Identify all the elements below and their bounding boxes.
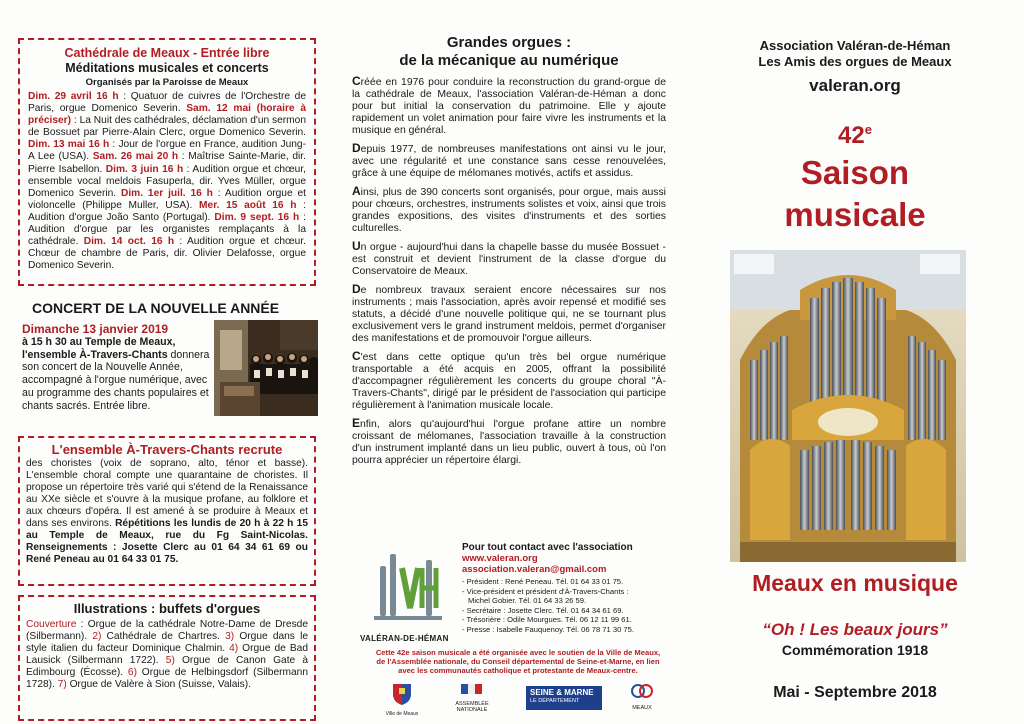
illus-label: 3) (225, 631, 235, 643)
choir-text (26, 458, 308, 566)
an-label-2: NATIONALE (456, 707, 488, 713)
sm-label-1: SEINE & MARNE (530, 688, 594, 697)
middle-column (352, 34, 666, 467)
contact-list (462, 577, 668, 635)
paragraph-text: n orgue - aujourd'hui dans la chapelle basse du musée Bossuet - est construit et devient l'instrument de la classe d'orgue du Conservatoire de Meaux. (352, 242, 666, 277)
agglo-icon (630, 682, 654, 700)
cathedrale-box (18, 38, 316, 286)
contact-item: - Trésorière : Odile Mourgues. Tél. 06 12 11 99 61. (462, 615, 632, 625)
event-text: : Audition d'orgue par les organistes remplaçants à la cathédrale. (28, 211, 306, 248)
paragraph-text: e nombreux travaux seraient encore nécessaires sur nos instruments ; mais l'association, après avoir repensé et modifié ses statuts, a décidé d'une nouvelle politique qui, ne se tournant plus exclusivement vers le grand instrument meldois, permet d'organiser des manifestations et de promouvoir l'orgue ailleurs. (352, 285, 666, 344)
illus-label: 4) (229, 643, 239, 655)
flag-columns-icon (459, 682, 485, 696)
history-paragraph (352, 75, 666, 137)
cathedrale-subtitle: Méditations musicales et concerts (65, 61, 269, 75)
association-name: Association Valéran-de-Héman (759, 38, 951, 53)
illus-text: Orgue de Valère à Sion (Suisse, Valais). (66, 679, 252, 691)
illus-text: Orgue dans le style italien du facteur Dominique Chalmin. (26, 631, 308, 655)
logo-caption: VALÉRAN-DE-HÉMAN (360, 634, 449, 643)
partner-logos (376, 678, 666, 718)
site-url[interactable]: valeran.org (809, 76, 901, 95)
event-text: : Maîtrise Sainte-Marie, dir. Pierre Isabellon. (28, 151, 306, 175)
choir-image-icon (214, 320, 318, 416)
organ-pipes-logo-icon (366, 546, 452, 630)
event-text: : Audition orgue et violoncelle (Philippe Muller, USA). (28, 187, 306, 211)
event-date: Dim. 29 avril 16 h (28, 91, 119, 102)
illus-label: 6) (127, 667, 137, 679)
illus-text: : Orgue de la cathédrale Notre-Dame de Dresde (Silbermann). (26, 619, 308, 643)
paragraph-text: 'est dans cette optique qu'un très bel orgue numérique transportable a été acquis en 2005, offrant la possibilité d'accompagner régulièrement les concerts du groupe choral "À-Travers-Chants", dirigé par le président de l'association qui participe régulièrement à l'animation musicale locale. (352, 352, 666, 411)
choir-info: Renseignements : Josette Clerc au 01 64 34 61 69 ou René Peneau au 01 64 33 01 75. (26, 542, 308, 565)
illustrations-list (26, 619, 308, 692)
association-subtitle: Les Amis des orgues de Meaux (758, 54, 952, 69)
history-paragraph (352, 142, 666, 180)
season-number-value: 42 (838, 122, 865, 149)
choir-rehearsal: Répétitions les lundis de 20 h à 22 h 15 au Temple de Meaux, rue du Fg Saint-Nicolas. (26, 518, 308, 541)
paragraph-text: réée en 1976 pour conduire la reconstruction du grand-orgue de la cathédrale de Meaux, l'association Valéran-de-Héman a donc pour but initial la conservation du patrimoine. Elle y ajoute rapidement un volet animation pour faire vivre les instruments et la musique en général. (352, 77, 666, 136)
paragraph-text: insi, plus de 390 concerts sont organisés, pour orgue, mais aussi pour chœurs, orchestres, instruments solistes et voix, ainsi que trois grandes expositions, des visites d'instruments et des sorties culturelles. (352, 187, 666, 234)
season-dates: Mai - Septembre 2018 (773, 684, 937, 701)
illus-label: 5) (165, 655, 175, 667)
email-link[interactable]: association.valeran@gmail.com (462, 564, 607, 575)
history-paragraph (352, 350, 666, 412)
paragraph-text: nfin, alors qu'aujourd'hui l'orgue profane attire un nombre croissant de mélomanes, l'association travaille à la construction d'un instrument implanté dans un lieu public, ouvert à tous, où l'on pourra apprécier un répertoire élargi. (352, 419, 666, 466)
history-paragraph (352, 185, 666, 235)
contact-item: Michel Gobier. Tél. 01 64 33 26 59. (468, 596, 587, 606)
event-text: : Audition d'orgue João Santo (Portugal). (28, 199, 306, 223)
organ-image-icon (730, 250, 966, 562)
contact-section (356, 540, 666, 724)
support-text: Cette 42e saison musicale a été organisée avec le soutien de la Ville de Meaux, de l'Assemblée nationale, du Conseil départemental de Seine-et-Marne, en lien avec les communautés catholique et protestante de Meaux-centre. (375, 648, 661, 675)
contact-text (462, 542, 668, 635)
event-text: : Audition orgue et chœur. Chœur de chambre de Paris, dir. Olivier Delafosse, orgue Domenico Severin. (28, 236, 306, 272)
event-text: : Audition orgue et chœur, ensemble vocal meldois Fasuperla, dir. Yves Müller, orgue Domenico Severin. (28, 163, 306, 199)
illus-text: Orgue de Helbingsdorf (Silbermann 1728). (26, 667, 308, 691)
sm-label-2: LE DÉPARTEMENT (530, 698, 580, 704)
season-title-2: musicale (784, 196, 926, 233)
history-paragraph (352, 240, 666, 278)
meaux-logo (382, 682, 422, 717)
event-date: Dim. 14 oct. 16 h (83, 236, 175, 248)
illus-label: 7) (57, 679, 67, 691)
cathedrale-events (28, 91, 306, 272)
organ-photo (730, 250, 966, 562)
seine-marne-logo (526, 686, 602, 710)
event-text: : Jour de l'orgue en France, audition Jung-A Lee (USA). (28, 139, 306, 163)
history-paragraph (352, 417, 666, 467)
drop-cap: U (352, 239, 361, 253)
cathedrale-title: Cathédrale de Meaux - Entrée libre (64, 46, 270, 60)
illus-text: Orgue de Bad Lausick (Silbermann 1722). (26, 643, 309, 667)
choir-body: des choristes (voix de soprano, alto, ténor et basse). L'ensemble choral compte une quarantaine de choristes. Il propose un répertoire très varié qui s'étend de la Renaissance au XXe siècle et s'ouvre à la musique profane, au folklore et aux chœurs d'opéra. Il est amené à se produire à Meaux et dans ses environs. (26, 458, 308, 529)
cover-column (700, 30, 1010, 720)
contact-item: - Président : René Peneau. Tél. 01 64 33 01 75. (462, 577, 624, 586)
history-paragraph (352, 283, 666, 345)
illustrations-box (18, 595, 316, 721)
contact-title: Pour tout contact avec l'association (462, 542, 633, 553)
meaux-agglo-logo (622, 682, 662, 711)
contact-item: - Presse : Isabelle Fauquenoy. Tél. 06 78 71 30 75. (462, 624, 634, 634)
event-subtitle: “Oh ! Les beaux jours” (762, 620, 948, 639)
event-date: Dim. 13 mai 16 h (28, 139, 110, 151)
event-date: Mer. 15 août 16 h (199, 199, 297, 211)
mea-label: MEAUX (632, 705, 652, 711)
history-title-line1: Grandes orgues : (446, 34, 572, 51)
illustrations-title: Illustrations : buffets d'orgues (73, 601, 261, 616)
illus-label: 2) (92, 631, 102, 643)
event-text: : Quatuor de cuivres de l'Orchestre de Paris, orgue Domenico Severin. (28, 91, 306, 115)
season-number-sup: e (864, 122, 872, 137)
event-title: Meaux en musique (752, 570, 958, 596)
choir-box (18, 436, 316, 586)
event-date: Dim. 9 sept. 16 h (214, 211, 300, 223)
concert-text: donnera son concert de la Nouvelle Année, accompagné à l'orgue numérique, avec au programme des chants populaires et chants sacrés. Entrée libre. (22, 348, 210, 412)
drop-cap: C (352, 74, 361, 88)
website-link[interactable]: www.valeran.org (462, 553, 538, 564)
concert-date: Dimanche 13 janvier 2019 (22, 322, 169, 336)
season-title-1: Saison (800, 154, 910, 191)
event-date: Dim. 3 juin 16 h (105, 163, 184, 175)
illus-text: Orgue de Canon Gate à Edimbourg (Écosse). (26, 655, 309, 679)
meaux-label: Ville de Meaux (385, 711, 419, 717)
paragraph-text: epuis 1977, de nombreuses manifestations ont ainsi vu le jour, avec une régularité et une constance sans cesse renouvelées, grâce à une équipe de mélomanes motivés, actifs et assidus. (352, 144, 666, 179)
illus-label: Couverture (26, 619, 77, 630)
drop-cap: C (352, 349, 361, 363)
choir-photo (214, 320, 318, 416)
cathedrale-organizer: Organisés par la Paroisse de Meaux (85, 77, 249, 88)
illus-text: Cathédrale de Chartres. (101, 631, 226, 643)
concert-title: CONCERT DE LA NOUVELLE ANNÉE (32, 300, 280, 316)
left-column (18, 38, 320, 718)
event-text: : La Nuit des cathédrales, déclamation d'un sermon de Bossuet par Pierre-Alain Clerc, orgue Domenico Severin. (28, 115, 306, 139)
event-date: Sam. 26 mai 20 h (92, 151, 179, 163)
concert-lead: à 15 h 30 au Temple de Meaux, l'ensemble À-Travers-Chants (22, 335, 176, 361)
association-logo (366, 546, 452, 630)
commemoration: Commémoration 1918 (781, 642, 929, 658)
an-label-1: ASSEMBLÉE (455, 701, 489, 707)
history-title-line2: de la mécanique au numérique (399, 52, 619, 69)
event-date: Sam. 12 mai (horaire à préciser) (28, 103, 306, 127)
drop-cap: D (352, 141, 361, 155)
event-date: Dim. 1er juil. 16 h (120, 187, 213, 199)
shield-icon (391, 682, 413, 706)
season-number (700, 122, 1010, 150)
contact-item: - Vice-président et président d'À-Travers-Chants : (462, 586, 629, 596)
concert-body (22, 323, 212, 413)
drop-cap: D (352, 282, 361, 296)
contact-item: - Secrétaire : Josette Clerc. Tél. 01 64 34 61 69. (462, 605, 624, 615)
drop-cap: E (352, 416, 361, 430)
assemblee-logo (448, 682, 496, 713)
choir-title: L'ensemble À-Travers-Chants recrute (51, 442, 283, 457)
drop-cap: A (352, 184, 361, 198)
